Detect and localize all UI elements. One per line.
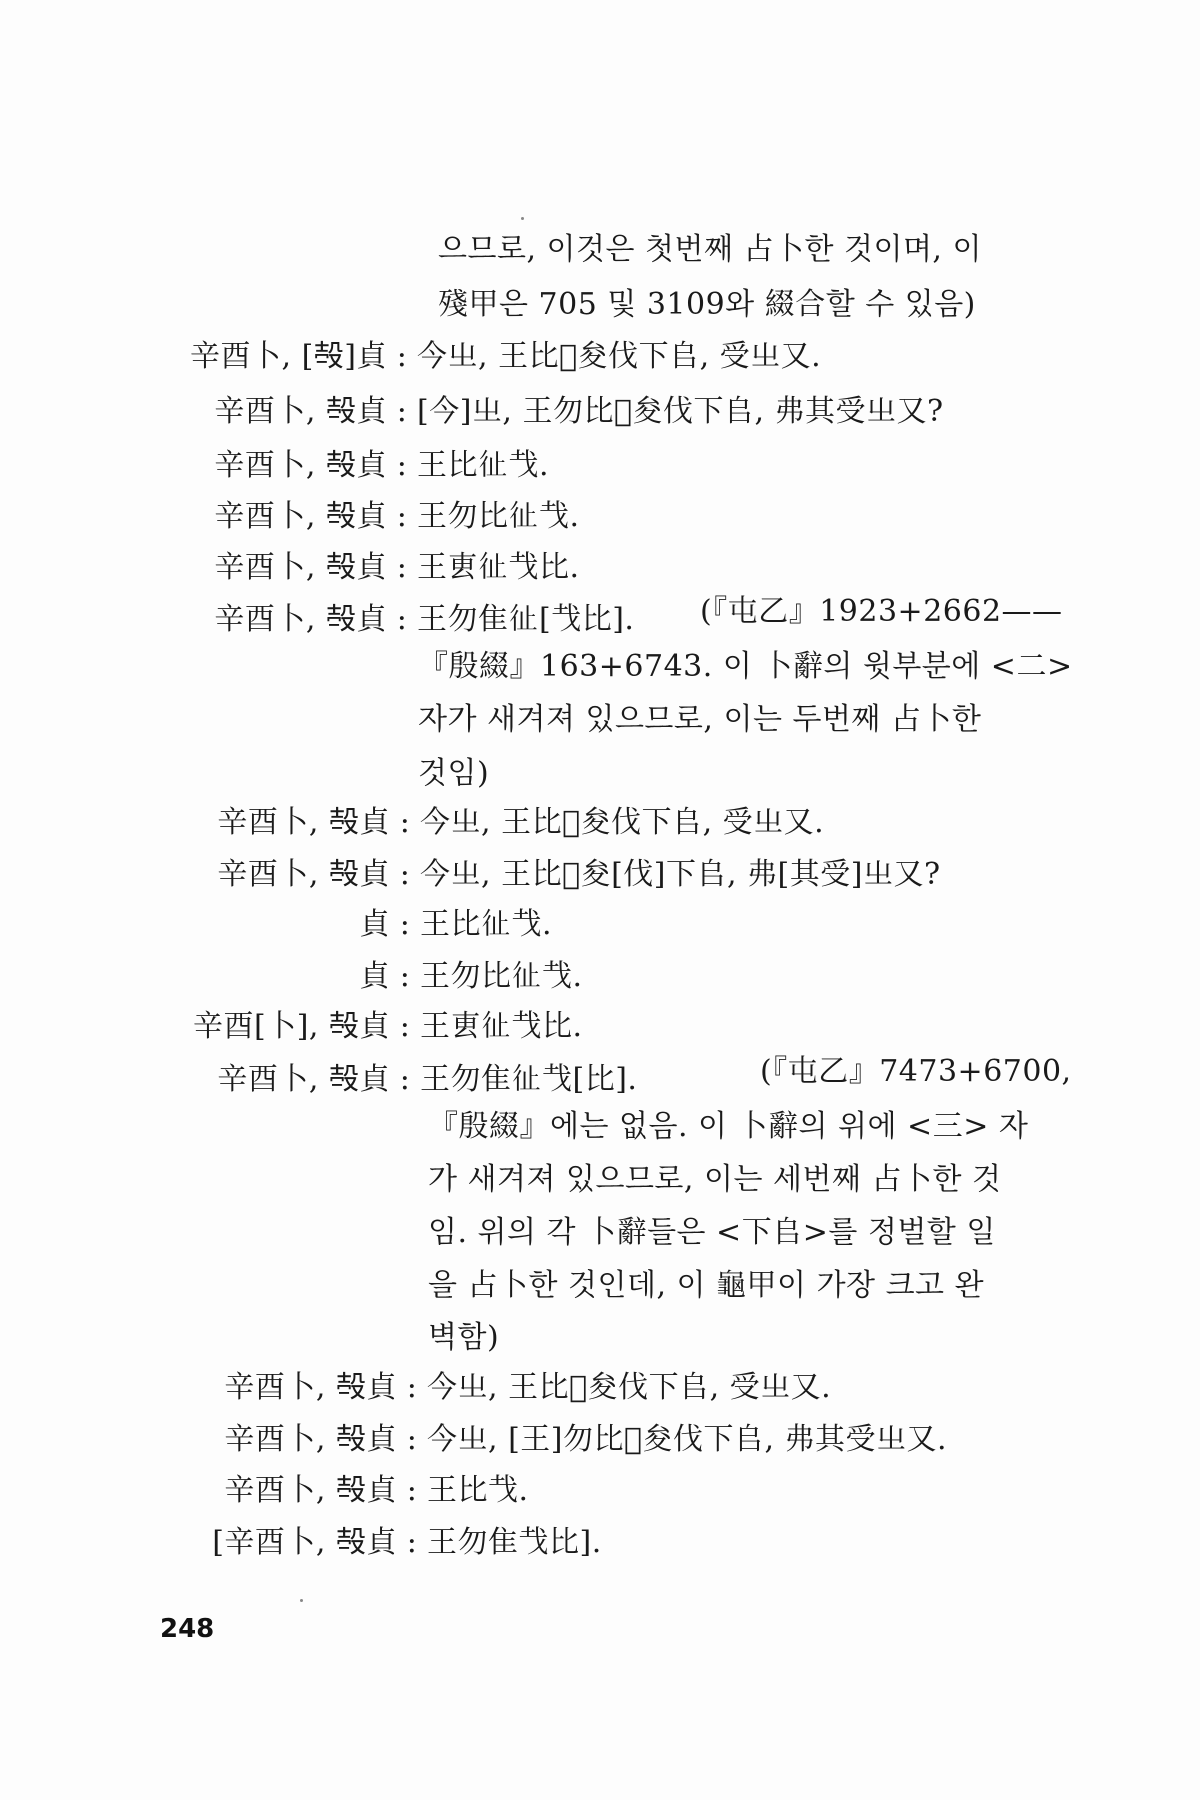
inscription-text: 今㞢, 王比𦎫夋[伐]下𠂤, 弗[其受]㞢又?: [420, 857, 941, 892]
note-line: 자가 새겨져 있으므로, 이는 두번째 占卜한: [418, 702, 982, 737]
note-line: 임. 위의 각 卜辭들은 <下𠂤>를 정벌할 일: [428, 1215, 996, 1250]
inscription-text: [今]㞢, 王勿比𦎫夋伐下𠂤, 弗其受㞢又?: [417, 394, 944, 429]
note-line: 을 占卜한 것인데, 이 龜甲이 가장 크고 완: [428, 1268, 985, 1303]
inscription-text: 今㞢, 王比𦎫夋伐下𠂤, 受㞢又.: [420, 805, 825, 840]
colon: :: [396, 550, 408, 585]
note-line: 殘甲은 705 및 3109와 綴合할 수 있음): [438, 287, 976, 322]
note-line: 『殷綴』에는 없음. 이 卜辭의 위에 <三> 자: [428, 1109, 1029, 1144]
inscription-text: 今㞢, [王]勿比𦎫夋伐下𠂤, 弗其受㞢又.: [427, 1422, 948, 1457]
note-line: 가 새겨져 있으므로, 이는 세번째 占卜한 것: [428, 1162, 1002, 1197]
colon: :: [399, 907, 411, 942]
colon: :: [406, 1422, 418, 1457]
note-line: 것임): [418, 756, 490, 791]
inscription-line: [190, 548, 580, 588]
inscription-text: 王勿比𢓊𢦏.: [417, 499, 580, 534]
inscription-prefix: [辛酉卜, 𣪊貞: [212, 1525, 397, 1560]
inscription-text: 王勿隹𢓊[𢦏比].: [417, 602, 635, 637]
colon: :: [396, 499, 408, 534]
inscription-prefix: 辛酉卜, 𣪊貞: [224, 1370, 397, 1405]
scan-speck: [521, 217, 524, 220]
page-number: 248: [160, 1614, 215, 1644]
inscription-prefix: 辛酉卜, 𣪊貞: [217, 805, 390, 840]
inscription-line: [193, 957, 583, 997]
colon: :: [399, 857, 411, 892]
note-line: 으므로, 이것은 첫번째 占卜한 것이며, 이: [438, 232, 982, 267]
colon: :: [406, 1525, 418, 1560]
inscription-prefix: 辛酉[卜], 𣪊貞: [193, 1009, 390, 1044]
inscription-text: 今㞢, 王比𦎫夋伐下𠂤, 受㞢又.: [427, 1370, 832, 1405]
inscription-line: [200, 1420, 947, 1460]
colon: :: [396, 339, 408, 374]
inscription-prefix: 辛酉卜, 𣪊貞: [224, 1422, 397, 1457]
inscription-line: [200, 1523, 602, 1563]
colon: :: [396, 602, 408, 637]
inscription-line: [190, 497, 580, 537]
inscription-text: 今㞢, 王比𦎫夋伐下𠂤, 受㞢又.: [417, 339, 822, 374]
colon: :: [399, 1009, 411, 1044]
inscription-line: [193, 1060, 637, 1100]
scan-speck: [300, 1599, 303, 1602]
inscription-prefix: 辛酉卜, 𣪊貞: [217, 1062, 390, 1097]
inscription-prefix: 貞: [359, 959, 390, 994]
inscription-line: [190, 337, 821, 377]
inscription-prefix: 辛酉卜, 𣪊貞: [214, 394, 387, 429]
colon: :: [396, 448, 408, 483]
inscription-text: 王叀𢓊𢦏比.: [420, 1009, 583, 1044]
inscription-line: [190, 600, 634, 640]
inscription-prefix: 辛酉卜, 𣪊貞: [214, 499, 387, 534]
source-citation: (『屯乙』7473+6700,: [760, 1054, 1072, 1089]
inscription-line: [193, 905, 552, 945]
inscription-prefix: 貞: [359, 907, 390, 942]
inscription-prefix: 辛酉卜, 𣪊貞: [214, 448, 387, 483]
inscription-text: 王叀𢓊𢦏比.: [417, 550, 580, 585]
source-citation: (『屯乙』1923+2662——: [700, 594, 1063, 629]
inscription-text: 王勿隹𢦏比].: [427, 1525, 602, 1560]
note-line: 벽함): [428, 1320, 500, 1355]
inscription-text: 王比𢓊𢦏.: [420, 907, 553, 942]
inscription-prefix: 辛酉卜, 𣪊貞: [224, 1473, 397, 1508]
inscription-prefix: 辛酉卜, 𣪊貞: [214, 550, 387, 585]
inscription-prefix: 辛酉卜, 𣪊貞: [214, 602, 387, 637]
inscription-text: 王比𢦏.: [427, 1473, 529, 1508]
inscription-text: 王勿比𢓊𢦏.: [420, 959, 583, 994]
note-line: 『殷綴』163+6743. 이 卜辭의 윗부분에 <二>: [418, 649, 1073, 684]
colon: :: [399, 959, 411, 994]
colon: :: [396, 394, 408, 429]
colon: :: [399, 1062, 411, 1097]
colon: :: [399, 805, 411, 840]
inscription-line: [193, 803, 824, 843]
colon: :: [406, 1370, 418, 1405]
inscription-prefix: 辛酉卜, 𣪊貞: [217, 857, 390, 892]
inscription-line: [200, 1471, 529, 1511]
inscription-line: [190, 446, 549, 486]
inscription-line: [193, 1007, 583, 1047]
inscription-line: [193, 855, 941, 895]
colon: :: [406, 1473, 418, 1508]
inscription-line: [200, 1368, 831, 1408]
inscription-prefix: 辛酉卜, [𣪊]貞: [190, 339, 387, 374]
inscription-line: [190, 392, 944, 432]
inscription-text: 王勿隹𢓊𢦏[比].: [420, 1062, 638, 1097]
inscription-text: 王比𢓊𢦏.: [417, 448, 550, 483]
